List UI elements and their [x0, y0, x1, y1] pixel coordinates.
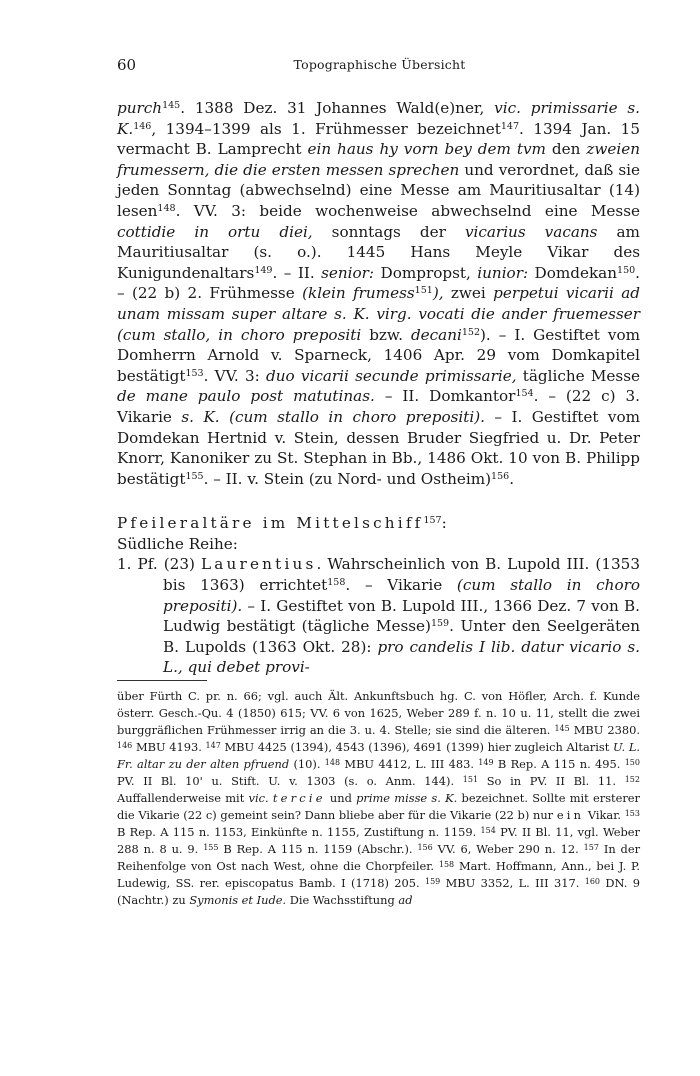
text-run: Dompropst, [374, 263, 478, 282]
text-run: . Unter den Seelgeräten B. Lupolds (1363 Okt. 28): [163, 617, 641, 656]
footnote-text: MBU 3352, L. III 317. [440, 876, 585, 890]
text-run: , 1394–1399 als 1. Frühmesser bezeichnet [151, 119, 501, 138]
footnote-text: und [325, 791, 357, 805]
italic-text: ein haus hy vorn bey dem tvm [307, 140, 546, 159]
text-run: zwei [443, 284, 494, 303]
italic-text: pro candelis I lib. datur vicario s. L., qui debet provi- [163, 637, 640, 677]
italic-text: purch [117, 99, 163, 117]
footnote-ref: 150 [617, 264, 636, 276]
subheading: Südliche Reihe: [117, 534, 238, 553]
footnote-ref: 154 [515, 388, 534, 400]
footnote-ref: 146 [133, 120, 152, 132]
paragraph-fruehmessen [117, 98, 640, 489]
text-run: . VV. 3: [203, 366, 266, 385]
entry-label: 1. Pf. [117, 555, 158, 574]
footnote-ref: 152 [461, 326, 480, 338]
footnote-text: Auffallenderweise mit [117, 791, 249, 805]
spaced-heading-text: Pfeileraltäre im Mittelschiff [117, 514, 424, 533]
footnote-text: In der Reihenfolge von Ost nach West, ohne die Chorpfeiler. [117, 842, 641, 873]
footnote-text: (10). [289, 757, 325, 771]
page-header [117, 56, 642, 80]
footnote-number: 160 [584, 877, 601, 886]
italic-text: cottidie in ortu diei, [117, 222, 313, 241]
page-number: 60 [117, 56, 137, 74]
footnote-text: Die Wachsstiftung [286, 893, 399, 907]
text-run: . 1394 Jan. 15 vermacht B. Lamprecht [117, 119, 640, 159]
text-run: . Wahrscheinlich von B. Lupold III. (1353 bis 1363) errichtet [163, 555, 640, 595]
footnote-number: 147 [205, 741, 221, 750]
text-run: tägliche Messe [516, 366, 640, 385]
italic-text: (klein frumess [302, 284, 415, 303]
footnote-text: B Rep. A 115 n. 1153, Einkünfte n. 1155, Zustiftung n. 1159. [117, 825, 481, 839]
footnote-number: 150 [624, 758, 640, 767]
footnote-text: Vikar. [584, 808, 625, 822]
entry-laurentius [117, 554, 640, 678]
italic-text: Symonis et Iude. [189, 893, 287, 907]
footnotes [117, 688, 640, 909]
text-run: am Mauritiusaltar (s. o.). 1445 Hans Meyle Vikar des Kunigundenaltars [117, 222, 640, 282]
italic-text: perpetui vicarii ad unam missam super altare s. K. virg. vocati die ander fruemesser (cum stallo, in choro prepositi [117, 284, 640, 344]
italic-text: iunior: [477, 263, 529, 282]
footnote-number: 158 [438, 860, 455, 869]
footnote-text: B Rep. A 115 n. 1159 (Abschr.). [218, 842, 418, 856]
footnote-ref: 155 [185, 470, 204, 482]
footnote-ref: 147 [500, 120, 520, 132]
italic-text: zweien frumessern, die die ersten messen sprechen [117, 140, 640, 179]
footnote-text: MBU 4425 (1394), 4543 (1396), 4691 (1399) hier zugleich Altarist [220, 740, 613, 754]
footnote-number: 153 [624, 809, 640, 818]
text-run: Domdekan [528, 263, 618, 282]
text-run: . 1388 Dez. 31 Johannes Wald(e)ner, [180, 99, 495, 117]
italic-text: senior: [321, 263, 375, 282]
running-title: Topographische Übersicht [293, 57, 466, 72]
footnote-text: MBU 4193. [132, 740, 206, 754]
italic-text: vic. [248, 791, 269, 805]
footnote-text: VV. 6, Weber 290 n. 12. [432, 842, 584, 856]
spaced-text: ein [556, 808, 585, 822]
section-heading [117, 513, 640, 534]
text-run: den [545, 140, 587, 159]
footnote-text: Mart. Hoffmann, Ann., bei J. P. Ludewig, SS. rer. episcopatus Bamb. I (1718) 205. [117, 859, 641, 890]
footnote-ref: 159 [430, 618, 450, 630]
text-run: sonntags der [312, 222, 465, 241]
footnote-ref: 156 [491, 470, 510, 482]
footnote-divider [117, 680, 207, 681]
main-text [117, 98, 640, 678]
footnote-number: 157 [583, 843, 599, 852]
text-run: . – II. [272, 263, 322, 282]
text-run: und verordnet, daß sie jeden Sonntag (abwechselnd) eine Messe am Mauritiusaltar (14) lesen [117, 160, 640, 220]
italic-text: de mane paulo post matutinas. [117, 387, 375, 406]
footnote-number: 151 [462, 775, 479, 784]
text-run: . – II. v. Stein (zu Nord- und Ostheim) [203, 469, 492, 488]
footnote-text: PV. II Bl. 10' u. Stift. U. v. 1303 (s. o. Anm. 144). [117, 774, 463, 788]
footnote-text: bezeichnet. Sollte mit ersterer die Vikarie (22 c) gemeint sein? Dann bliebe aber für die Vikarie (22 b) nur [117, 791, 640, 822]
footnote-text: PV. II Bl. 11, vgl. Weber 288 n. 8 u. 9. [117, 825, 640, 856]
footnote-text: B Rep. A 115 n. 495. [493, 757, 625, 771]
footnote-number: 145 [554, 724, 570, 733]
footnote-number: 159 [424, 877, 441, 886]
footnote-number: 148 [324, 758, 341, 767]
text-run: (23) [157, 555, 201, 574]
footnote-number: 146 [117, 741, 133, 750]
footnote-ref: 149 [254, 264, 273, 276]
spaced-name: Laurentius [200, 555, 317, 574]
text-run: ). – I. Gestiftet vom Domherrn Arnold v. Sparneck, 1406 Apr. 29 vom Domkapitel bestätigt [117, 325, 640, 385]
footnote-text: So in PV. II Bl. 11. [478, 774, 625, 788]
footnote-number: 152 [624, 775, 640, 784]
footnote-ref: 145 [162, 100, 181, 111]
italic-text: vicarius vacans [464, 222, 598, 241]
footnote-ref: 158 [327, 577, 346, 589]
italic-text: prime misse s. K. [356, 791, 458, 805]
text-run: . VV. 3: beide wochenweise abwechselnd eine Messe [175, 201, 640, 220]
footnote-ref: 148 [157, 202, 176, 214]
text-run: . [509, 469, 515, 488]
footnote-number: 156 [417, 843, 433, 852]
footnote-ref: 153 [185, 367, 204, 379]
italic-text: s. K. (cum stallo in choro prepositi). [181, 407, 485, 426]
text-run: . – (22 c) 3. Vikarie [117, 387, 641, 426]
italic-text: vic. primissarie s. K. [117, 99, 640, 138]
footnote-ref: 157 [423, 515, 442, 527]
footnote-number: 155 [203, 843, 219, 852]
italic-text: decani [410, 325, 462, 344]
italic-text: U. L. Fr. altar zu der alten pfruend [117, 740, 640, 771]
italic-text: ), [432, 284, 444, 303]
text-run: . – (22 b) 2. Frühmesse [117, 263, 640, 303]
text-run: – I. Gestiftet vom Domdekan Hertnid v. Stein, dessen Bruder Siegfried u. Dr. Peter Knorr, Kanoniker zu St. Stephan in Bb., 1486 Okt. 10 von B. Philipp bestätigt [117, 407, 641, 488]
footnote-ref: 151 [414, 285, 433, 297]
footnote-continuation: über Fürth C. pr. n. 66; vgl. auch Ält. Ankunftsbuch hg. C. von Höfler, Arch. f. Kunde österr. Gesch.-Qu. 4 (1850) 615; VV. 6 von 1625, Weber 289 f. n. 10 u. 11, stellt die zwei burggräflichen Frühmesser irrig an die 3. u. 4. Stelle; sie sind die älteren. [117, 689, 640, 737]
footnote-text: DN. 9 (Nachtr.) zu [117, 876, 640, 907]
italic-text: ad [398, 893, 413, 907]
italic-text: duo vicarii secunde primissarie, [266, 366, 517, 385]
footnote-text: MBU 2380. [569, 723, 640, 737]
footnote-text: MBU 4412, L. III 483. [340, 757, 479, 771]
text-run: – II. Domkantor [374, 387, 516, 406]
text-run: – I. Gestiftet von B. Lupold III., 1366 Dez. 7 von B. Ludwig bestätigt (tägliche Messe) [163, 596, 640, 636]
italic-text: (cum stallo in choro prepositi). [163, 576, 640, 615]
text-run: bzw. [361, 325, 411, 344]
heading-colon: : [441, 514, 447, 533]
spaced-italic-text: tercie [272, 791, 326, 805]
footnote-number: 154 [480, 826, 496, 835]
footnote-block [117, 688, 640, 909]
footnote-number: 149 [478, 758, 494, 767]
text-run: . – Vikarie [345, 576, 457, 595]
